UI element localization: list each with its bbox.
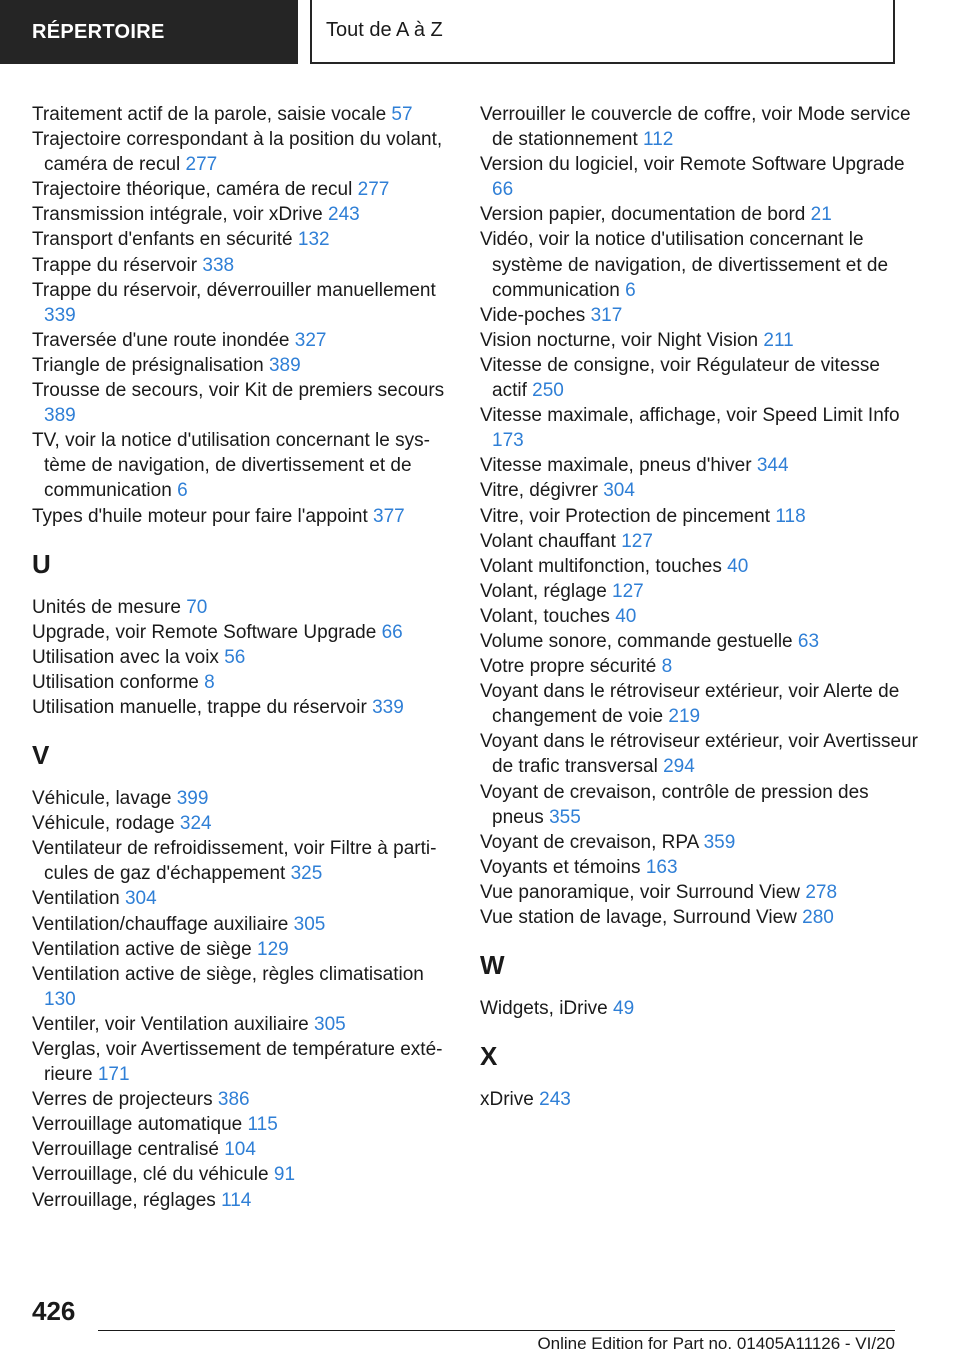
index-entry-text: Verrouillage centralisé xyxy=(32,1139,219,1161)
index-entry xyxy=(480,579,920,604)
page-reference-link[interactable]: 250 xyxy=(532,380,564,402)
index-entry xyxy=(32,353,452,378)
index-entry-text: Verglas, voir Avertissement de température extérieure xyxy=(32,1039,443,1086)
page-reference-link[interactable]: 57 xyxy=(391,104,413,125)
page-reference-link[interactable]: 163 xyxy=(645,856,678,878)
index-entry xyxy=(32,328,452,353)
index-entry xyxy=(32,1037,452,1087)
index-entry xyxy=(480,152,920,202)
index-letter-heading: X xyxy=(480,1041,498,1072)
index-entry xyxy=(480,654,920,679)
index-entry xyxy=(32,811,452,836)
index-entry-text: Ventilation active de siège xyxy=(32,938,252,960)
page-reference-link[interactable]: 104 xyxy=(224,1139,256,1161)
index-entry-text: Utilisation avec la voix xyxy=(32,646,219,668)
index-entry xyxy=(480,729,920,779)
index-entry-text: Verres de projecteurs xyxy=(32,1089,213,1111)
index-entry-text: Ventiler, voir Ventilation auxiliaire xyxy=(32,1013,309,1035)
index-entry-text: Vitesse de consigne, voir Régulateur de vitesse actif xyxy=(480,354,880,402)
page-reference-link[interactable]: 389 xyxy=(44,405,76,427)
page-reference-link[interactable]: 173 xyxy=(492,430,524,452)
index-entry-text: Ventilateur de refroidissement, voir Filtre à particules de gaz d'échappement xyxy=(32,838,437,885)
index-entry-text: Véhicule, lavage xyxy=(32,788,172,810)
page-reference-link[interactable]: 40 xyxy=(727,555,749,577)
index-entry-text: Transport d'enfants en sécurité xyxy=(32,229,293,251)
index-entry xyxy=(32,202,452,227)
index-entry-text: Voyant dans le rétroviseur extérieur, voir Avertisseur de trafic transversal xyxy=(480,731,918,778)
index-entry-text: Voyant de crevaison, contrôle de pression des pneus xyxy=(480,781,869,828)
page-reference-link[interactable]: 70 xyxy=(186,596,208,618)
page-reference-link[interactable]: 115 xyxy=(247,1114,278,1136)
index-entry-text: Vide-poches xyxy=(480,304,586,326)
index-letter-heading: U xyxy=(32,548,51,579)
page-reference-link[interactable]: 305 xyxy=(293,913,326,935)
edition-note: Online Edition for Part no. 01405A11126 - VI/20 xyxy=(537,1334,895,1353)
index-entry xyxy=(32,102,452,127)
index-entry xyxy=(32,1162,452,1187)
index-entry xyxy=(32,127,452,177)
index-entry xyxy=(32,378,452,428)
index-entry xyxy=(480,328,920,353)
page-reference-link[interactable]: 127 xyxy=(621,530,653,552)
index-entry-text: Verrouillage, clé du véhicule xyxy=(32,1164,269,1186)
index-entry-text: Ventilation xyxy=(32,888,120,910)
index-entry-text: Version papier, documentation de bord xyxy=(480,204,806,226)
page-reference-link[interactable]: 399 xyxy=(176,788,209,810)
index-entry xyxy=(480,478,920,503)
index-entry xyxy=(32,1012,452,1037)
index-entry-text: Verrouillage automatique xyxy=(32,1114,243,1136)
index-entry xyxy=(32,428,452,503)
page-reference-link[interactable]: 317 xyxy=(590,304,623,326)
index-entry xyxy=(480,554,920,579)
index-entry xyxy=(32,1112,452,1137)
index-entry-text: Verrouillage, réglages xyxy=(32,1189,216,1211)
index-entry xyxy=(32,1137,452,1162)
page-reference-link[interactable]: 8 xyxy=(204,671,215,693)
page-reference-link[interactable]: 63 xyxy=(797,630,820,652)
page-reference-link[interactable]: 325 xyxy=(290,863,323,885)
page-reference-link[interactable]: 130 xyxy=(44,988,76,1010)
page-reference-link[interactable]: 21 xyxy=(810,204,832,226)
index-entry xyxy=(480,202,920,227)
index-entry-text: Véhicule, rodage xyxy=(32,813,175,835)
page-reference-link[interactable]: 8 xyxy=(661,656,673,678)
footer-divider xyxy=(98,1330,895,1331)
page-reference-link[interactable]: 243 xyxy=(539,1089,571,1111)
page-reference-link[interactable]: 66 xyxy=(492,179,514,201)
page-reference-link[interactable]: 359 xyxy=(703,831,736,853)
page-header xyxy=(0,0,960,66)
index-entry-text: Vitre, voir Protection de pincement xyxy=(480,505,771,527)
index-entry xyxy=(480,604,920,629)
index-entry xyxy=(480,629,920,654)
index-entry xyxy=(480,880,920,905)
page-reference-link[interactable]: 355 xyxy=(549,806,581,828)
page-reference-link[interactable]: 324 xyxy=(179,813,212,835)
page-reference-link[interactable]: 129 xyxy=(257,938,289,960)
index-entry-text: Triangle de présignalisation xyxy=(32,354,264,376)
index-entry xyxy=(32,886,452,911)
page-reference-link[interactable]: 389 xyxy=(268,354,301,376)
index-entry xyxy=(480,529,920,554)
index-entry-text: Trappe du réservoir xyxy=(32,254,198,276)
index-column-left xyxy=(32,102,452,1213)
index-entry xyxy=(480,996,920,1021)
index-entry xyxy=(32,670,452,695)
index-entry-text: Trousse de secours, voir Kit de premiers secours xyxy=(32,380,445,402)
page-reference-link[interactable]: 304 xyxy=(124,888,157,910)
index-entry xyxy=(32,1188,452,1213)
page-reference-link[interactable]: 6 xyxy=(625,279,636,301)
page-reference-link[interactable]: 40 xyxy=(615,605,637,627)
index-entry-text: Volant, réglage xyxy=(480,580,607,602)
index-entry xyxy=(480,830,920,855)
page-reference-link[interactable]: 277 xyxy=(185,154,218,176)
page-reference-link[interactable]: 112 xyxy=(643,129,674,151)
page-reference-link[interactable]: 243 xyxy=(328,204,360,226)
page-reference-link[interactable]: 344 xyxy=(756,455,789,477)
index-entry-text: Utilisation conforme xyxy=(32,671,199,693)
index-letter-heading: W xyxy=(480,950,505,981)
index-entry xyxy=(480,905,920,930)
index-entry-text: TV, voir la notice d'utilisation concernant le système de navigation, de divertissement et de communication xyxy=(32,430,430,502)
index-entry xyxy=(32,620,452,645)
index-entry xyxy=(32,962,452,1012)
index-entry xyxy=(32,695,452,720)
page-reference-link[interactable]: 305 xyxy=(314,1013,346,1035)
page-reference-link[interactable]: 278 xyxy=(805,881,838,903)
page-reference-link[interactable]: 327 xyxy=(294,329,327,351)
index-entry-text: Voyant dans le rétroviseur extérieur, voir Alerte de changement de voie xyxy=(480,681,900,728)
index-entry-text: Verrouiller le couvercle de coffre, voir Mode service de stationnement xyxy=(480,104,911,151)
page-reference-link[interactable]: 171 xyxy=(97,1064,130,1086)
index-entry xyxy=(32,227,452,252)
index-entry-text: Volume sonore, commande gestuelle xyxy=(480,630,793,652)
index-entry-text: Types d'huile moteur pour faire l'appoint xyxy=(32,505,368,527)
index-entry xyxy=(480,353,920,403)
index-entry-text: Utilisation manuelle, trappe du réservoir xyxy=(32,696,367,718)
index-entry-text: Trappe du réservoir, déverrouiller manuellement xyxy=(32,279,436,301)
page-reference-link[interactable]: 294 xyxy=(663,756,695,778)
index-entry-text: Trajectoire théorique, caméra de recul xyxy=(32,179,353,201)
index-entry-text: Volant, touches xyxy=(480,605,610,627)
index-entry-text: Volant chauffant xyxy=(480,530,616,552)
page-reference-link[interactable]: 386 xyxy=(217,1089,250,1111)
section-tab: RÉPERTOIRE xyxy=(0,0,298,64)
index-entry xyxy=(480,504,920,529)
index-entry xyxy=(32,836,452,886)
page-reference-link[interactable]: 339 xyxy=(372,696,404,718)
page-reference-link[interactable]: 56 xyxy=(224,646,246,668)
index-entry xyxy=(32,177,452,202)
chapter-title: Tout de A à Z xyxy=(310,0,895,64)
index-entry xyxy=(480,303,920,328)
index-entry-text: Transmission intégrale, voir xDrive xyxy=(32,204,323,226)
index-entry xyxy=(480,453,920,478)
index-entry-text: Ventilation active de siège, règles climatisation xyxy=(32,963,424,985)
page-number: 426 xyxy=(32,1296,76,1326)
page-reference-link[interactable]: 91 xyxy=(273,1164,296,1186)
index-entry-text: Vitesse maximale, affichage, voir Speed Limit Info xyxy=(480,405,900,427)
index-entry-text: Votre propre sécurité xyxy=(480,656,657,678)
page-reference-link[interactable]: 339 xyxy=(44,304,76,326)
index-entry xyxy=(32,937,452,962)
page-reference-link[interactable]: 211 xyxy=(763,329,794,351)
index-entry xyxy=(480,679,920,729)
index-entry-text: Vitre, dégivrer xyxy=(480,480,598,502)
index-entry xyxy=(480,1087,920,1112)
page-reference-link[interactable]: 219 xyxy=(668,706,701,728)
index-entry-text: Voyants et témoins xyxy=(480,856,641,878)
index-column-right xyxy=(480,102,920,1112)
index-entry-text: Traitement actif de la parole, saisie vocale xyxy=(32,104,387,125)
page-reference-link[interactable]: 118 xyxy=(775,505,806,527)
index-letter-heading: V xyxy=(32,740,50,771)
index-entry-text: Traversée d'une route inondée xyxy=(32,329,290,351)
page-reference-link[interactable]: 304 xyxy=(603,480,635,502)
index-entry-text: Voyant de crevaison, RPA xyxy=(480,831,699,853)
index-entry-text: xDrive xyxy=(480,1089,534,1111)
index-entry-text: Widgets, iDrive xyxy=(480,998,608,1020)
index-entry-text: Vidéo, voir la notice d'utilisation concernant le système de navigation, de divertissement et de communication xyxy=(480,229,889,301)
page-reference-link[interactable]: 132 xyxy=(297,229,330,251)
index-entry-text: Version du logiciel, voir Remote Software Upgrade xyxy=(480,154,905,176)
index-entry xyxy=(32,912,452,937)
index-entry-text: Upgrade, voir Remote Software Upgrade xyxy=(32,621,377,643)
page-reference-link[interactable]: 338 xyxy=(202,254,235,276)
index-entry xyxy=(32,253,452,278)
index-entry-text: Unités de mesure xyxy=(32,596,181,618)
index-entry xyxy=(32,504,452,529)
index-entry-text: Ventilation/chauffage auxiliaire xyxy=(32,913,289,935)
index-entry-text: Volant multifonction, touches xyxy=(480,555,722,577)
index-entry xyxy=(32,645,452,670)
index-entry-text: Vue station de lavage, Surround View xyxy=(480,907,797,928)
index-entry xyxy=(32,278,452,328)
page-reference-link[interactable]: 377 xyxy=(373,505,405,527)
index-entry-text: Vision nocturne, voir Night Vision xyxy=(480,329,759,351)
index-entry-text: Vitesse maximale, pneus d'hiver xyxy=(480,455,752,477)
index-entry xyxy=(480,102,920,152)
index-entry xyxy=(32,786,452,811)
index-entry-text: Vue panoramique, voir Surround View xyxy=(480,881,801,903)
page-reference-link[interactable]: 6 xyxy=(177,480,188,502)
index-entry xyxy=(32,1087,452,1112)
index-entry xyxy=(480,227,920,302)
index-entry xyxy=(480,855,920,880)
index-entry-text: Trajectoire correspondant à la position du volant, caméra de recul xyxy=(32,129,443,176)
index-entry xyxy=(32,595,452,620)
page-reference-link[interactable]: 277 xyxy=(357,179,390,201)
page-reference-link[interactable]: 66 xyxy=(381,621,403,643)
page-reference-link[interactable]: 280 xyxy=(802,907,834,928)
page-reference-link[interactable]: 114 xyxy=(221,1189,252,1211)
index-entry xyxy=(480,403,920,453)
index-entry xyxy=(480,780,920,830)
page-reference-link[interactable]: 49 xyxy=(613,998,635,1020)
page-reference-link[interactable]: 127 xyxy=(612,580,644,602)
